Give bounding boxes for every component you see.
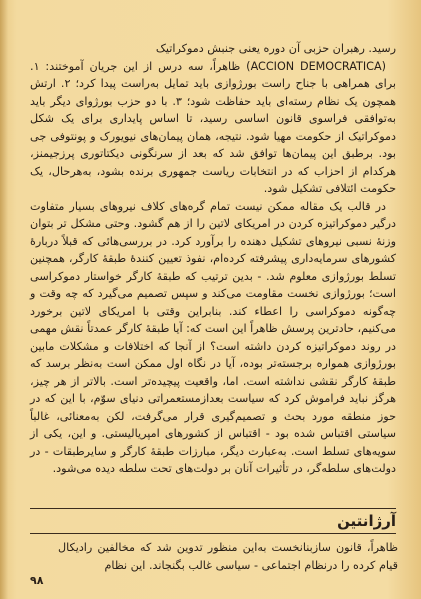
paragraph-3: در قالب یک مقاله ممکن نیست تمام گره‌های کلاف نیروهای بسیار متفاوت درگیر دموکراتیزه کردن در امریکای لاتین را از هم گشود. وحتی مشکل تر بتوان وزنهٔ نسبی نیروهای تشکیل دهنده را برآورد کرد. در بررسی‌هائی که قبلاً دربارهٔ کشورهای سرمایه‌داری پیشرفته کرده‌ام، نفوذ تعیین کنندهٔ طبقهٔ کارگر، همچنین تسلط بورژوازی معلوم شد. - بدین ترتیب که طبقهٔ کارگر خواستار دموکراسی است؛ بورژوازی نخست مقاومت می‌کند و سپس تصمیم می‌گیرد که چه وقت و چه‌گونه دموکراسی را اعطاء کند. بنابراین وقتی با امریکای لاتین برخورد می‌کنیم، حادترین پرسش ظاهراً این است که: آیا طبقهٔ کارگر عمدتاً نقش مهمی در روند دموکراتیزه کردن داشته است؟ از آنجا که اختلافات و مشکلات مابین بورژوازی همواره برجسته‌تر بوده، آیا در نگاه اول ممکن است به‌نظر برسد که طبقهٔ کارگر نقشی نداشته است. اما، واقعیت پیچیده‌تر است. بالاتر از هر چیز، هرگز نباید فراموش کرد که سیاست بعدازمستعمراتی دنیای سوّم، با این که در حوز منطقه مورد بحث و تصمیم‌گیری قرار می‌گرفت، لکن به‌معنائی، غالباً سیاستی اقتباس شده بود - اقتباس از کشورهای امپریالیستی. و این، یکی از سویه‌های تسلط است. به‌عبارت دیگر، مبارزات طبقهٔ کارگر و سایرطبقات - در دولت‌های سلطه‌گر، در تأثیرات آنان بر دولت‌های تحت سلطه دیده می‌شود. — [30, 199, 396, 475]
paragraph-1: رسید. رهبران حزبی آن دوره یعنی جنبش دموکراتیک — [155, 42, 396, 55]
page-number: ۹۸ — [30, 574, 44, 587]
page-gutter — [0, 0, 8, 599]
section-heading: آرژانتین — [337, 512, 396, 530]
section-paragraph: ظاهراً، قانون سازبنانخست به‌این منظور تدوین شد که مخالفین رادیکال قیام کرده را درنظام اجتماعی - سیاسی غالب بگنجاند. این نظام — [58, 541, 398, 572]
section-rule-top — [30, 508, 396, 509]
paragraph-2: (ACCION DEMOCRATICA) ظاهراً، سه درس از این جریان آموختند: ۱. برای همراهی با جناح راست بورژوازی باید تمایل به‌راست پیدا کرد؛ ۲. ارتش همچون یک نظام رسته‌ای باید حفاظت شود؛ ۳. با دو حزب بورژوای دیگر باید به‌توافقی فراسوی قانون اساسی رسید، تا اساس پایداری برای یک شکل دموکراتیک از حکومت مهیا شود. نتیجه، همان پیمان‌های نیویورک و پونتوفی جی بود. برطبق این پیمان‌ها توافق شد که بعد از سرنگونی دیکتاتوری پرزجیمنز، هرکدام از احزاب که در انتخابات ریاست جمهوری برنده بشود، به‌هرحال، یک حکومت ائتلافی تشکیل شود. — [30, 59, 396, 195]
section-text-block — [58, 539, 398, 574]
main-text-block — [30, 40, 396, 478]
section-rule-bottom — [30, 533, 396, 534]
